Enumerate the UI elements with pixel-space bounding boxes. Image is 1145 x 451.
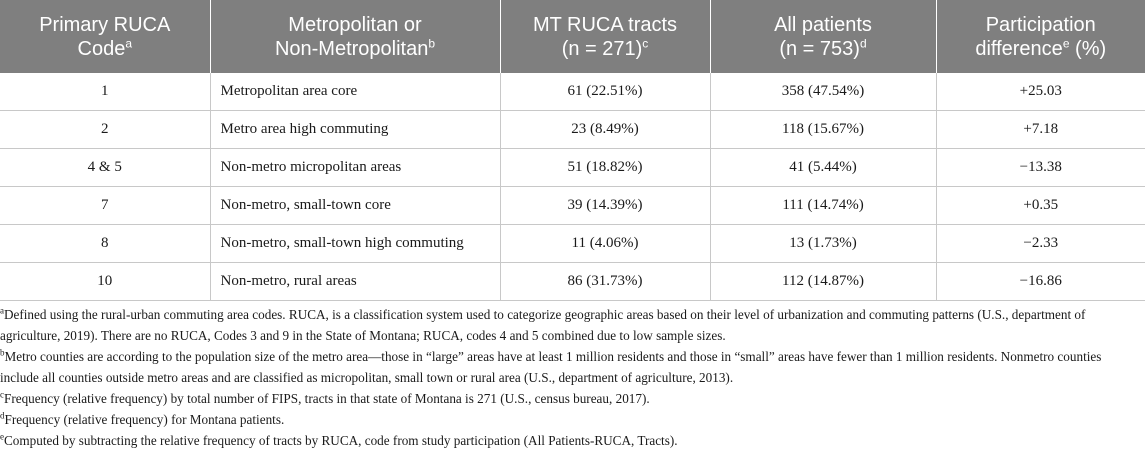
- table-row: [0, 73, 1145, 111]
- cell-patients: 41 (5.44%): [710, 149, 936, 187]
- footnote-mark: d: [0, 410, 5, 421]
- footnote-text: Frequency (relative frequency) for Montana patients.: [4, 412, 285, 427]
- table-row: [0, 149, 1145, 187]
- footnote-text: Metro counties are according to the population size of the metro area—those in “large” areas have at least 1 million residents and those in “small” areas have fewer than 1 million residents. Nonmetro counties include all counties outside metro areas and are classified as micropolitan, small town or rural area (U.S., department of agriculture, 2013).: [0, 349, 1102, 385]
- footnote-e: [0, 430, 1141, 451]
- header-participation-difference: Participation difference$^e$ (%): [936, 0, 1145, 73]
- cell-difference: −16.86: [936, 263, 1145, 301]
- cell-ruca-code: 10: [0, 263, 210, 301]
- cell-metro-status: Non-metro, small-town high commuting: [210, 225, 500, 263]
- header-metro-status: Metropolitan or Non-Metropolitan$^b$: [210, 0, 500, 73]
- table-row: [0, 111, 1145, 149]
- footnote-c: [0, 388, 1141, 409]
- cell-metro-status: Metro area high commuting: [210, 111, 500, 149]
- header-ruca-code: Primary RUCA Code$^a$: [0, 0, 210, 73]
- footnote-mark: e: [0, 431, 4, 442]
- footnote-text: Defined using the rural-urban commuting area codes. RUCA, is a classification system used to categorize geographic areas based on their level of urbanization and commuting patterns (U.S., department of agriculture, 2019). There are no RUCA, Codes 3 and 9 in the State of Montana; RUCA, codes 4 and 5 combined due to low sample sizes.: [0, 307, 1086, 343]
- footnote-text: Frequency (relative frequency) by total number of FIPS, tracts in that state of Montana is 271 (U.S., census bureau, 2017).: [4, 391, 650, 406]
- cell-patients: 112 (14.87%): [710, 263, 936, 301]
- cell-difference: −2.33: [936, 225, 1145, 263]
- footnote-mark: c: [642, 35, 649, 50]
- footnote-mark: a: [0, 305, 4, 316]
- cell-difference: −13.38: [936, 149, 1145, 187]
- cell-difference: +7.18: [936, 111, 1145, 149]
- cell-tracts: 11 (4.06%): [500, 225, 710, 263]
- header-row: [0, 0, 1145, 73]
- footnote-mark: b: [0, 347, 5, 358]
- table-row: [0, 225, 1145, 263]
- cell-patients: 118 (15.67%): [710, 111, 936, 149]
- cell-patients: 358 (47.54%): [710, 73, 936, 111]
- footnote-d: [0, 409, 1141, 430]
- cell-ruca-code: 7: [0, 187, 210, 225]
- cell-tracts: 39 (14.39%): [500, 187, 710, 225]
- footnote-b: [0, 346, 1141, 388]
- footnote-a: [0, 304, 1141, 346]
- table-row: [0, 263, 1145, 301]
- footnote-mark: a: [125, 35, 132, 50]
- cell-metro-status: Metropolitan area core: [210, 73, 500, 111]
- cell-ruca-code: 8: [0, 225, 210, 263]
- cell-metro-status: Non-metro micropolitan areas: [210, 149, 500, 187]
- cell-ruca-code: 2: [0, 111, 210, 149]
- header-all-patients: All patients (n = 753)$^d$: [710, 0, 936, 73]
- table-footnotes: [0, 304, 1141, 451]
- table-body: [0, 73, 1145, 301]
- header-mt-ruca-tracts: MT RUCA tracts (n = 271)$^c$: [500, 0, 710, 73]
- cell-patients: 111 (14.74%): [710, 187, 936, 225]
- footnote-text: Computed by subtracting the relative frequency of tracts by RUCA, code from study participation (All Patients-RUCA, Tracts).: [4, 433, 678, 448]
- cell-patients: 13 (1.73%): [710, 225, 936, 263]
- cell-ruca-code: 1: [0, 73, 210, 111]
- cell-tracts: 51 (18.82%): [500, 149, 710, 187]
- cell-tracts: 61 (22.51%): [500, 73, 710, 111]
- cell-difference: +25.03: [936, 73, 1145, 111]
- cell-metro-status: Non-metro, small-town core: [210, 187, 500, 225]
- table-header: [0, 0, 1145, 73]
- cell-ruca-code: 4 & 5: [0, 149, 210, 187]
- footnote-mark: b: [428, 35, 436, 50]
- cell-difference: +0.35: [936, 187, 1145, 225]
- footnote-mark: e: [1062, 35, 1070, 50]
- cell-metro-status: Non-metro, rural areas: [210, 263, 500, 301]
- cell-tracts: 86 (31.73%): [500, 263, 710, 301]
- footnote-mark: d: [859, 35, 867, 50]
- cell-tracts: 23 (8.49%): [500, 111, 710, 149]
- footnote-mark: c: [0, 389, 4, 400]
- table-row: [0, 187, 1145, 225]
